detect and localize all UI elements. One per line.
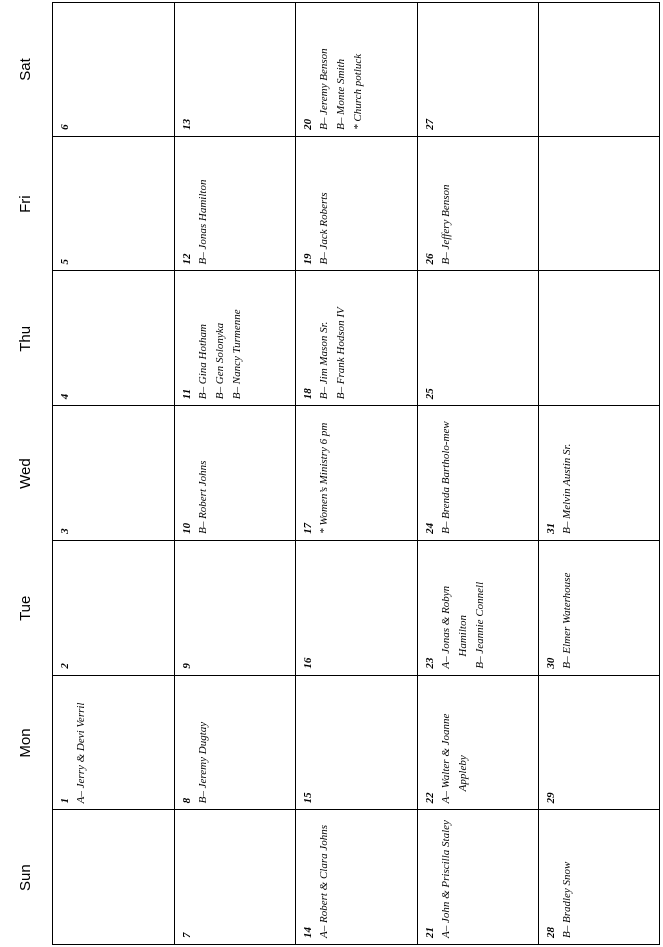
calendar-entry: A– Walter & Joanne Appleby	[439, 713, 469, 804]
day-cell	[53, 406, 174, 540]
day-number: 4	[59, 393, 71, 400]
day-number: 8	[180, 797, 193, 804]
day-cell	[296, 810, 417, 944]
day-number: 10	[180, 522, 193, 534]
day-number: 19	[302, 253, 315, 265]
calendar-entry: B– Jonas Hamilton	[196, 179, 209, 265]
day-number: 20	[302, 118, 315, 130]
calendar-entry: B– Gen Solonyka	[213, 322, 226, 400]
day-cell	[539, 272, 660, 406]
day-number: 9	[180, 663, 193, 669]
day-number: 30	[545, 657, 558, 669]
day-number: 14	[302, 927, 315, 938]
day-cell	[53, 137, 174, 271]
day-number: 18	[302, 388, 315, 400]
calendar-entry: B– Nancy Turmenne	[230, 309, 243, 400]
calendar-entry: B– Robert Johns	[196, 460, 209, 534]
day-cell	[53, 810, 174, 944]
calendar-grid	[52, 2, 660, 945]
day-cell	[418, 676, 539, 810]
weekday-label-thu: Thu	[17, 325, 34, 352]
day-number: 23	[423, 657, 436, 669]
day-number: 15	[302, 792, 315, 804]
day-number: 24	[423, 522, 436, 534]
day-cell	[53, 676, 174, 810]
day-cell	[539, 541, 660, 675]
day-number: 1	[59, 797, 71, 804]
day-cell	[539, 2, 660, 136]
calendar-entry: B– Monte Smith	[335, 58, 348, 130]
day-cell	[418, 272, 539, 406]
day-number: 17	[302, 522, 315, 534]
day-cell	[418, 541, 539, 675]
calendar-entry: A– Jerry & Devi Verril	[75, 702, 87, 804]
day-number: 12	[180, 253, 193, 265]
day-cell	[53, 2, 174, 136]
weekday-label-tue: Tue	[17, 595, 34, 621]
day-number: 31	[545, 522, 558, 534]
calendar-entry: A– John & Priscilla Staley	[439, 820, 452, 938]
day-cell	[296, 676, 417, 810]
day-number: 21	[423, 927, 436, 938]
day-cell	[418, 2, 539, 136]
calendar-entry: B– Gina Hotham	[196, 324, 209, 400]
day-number: 11	[180, 388, 193, 400]
calendar-entry: A– Jonas & Robyn Hamilton	[439, 585, 469, 669]
calendar-entry: A– Robert & Clara Johns	[318, 824, 331, 938]
weekday-label-mon: Mon	[17, 728, 34, 758]
day-number: 13	[180, 118, 193, 130]
day-number: 5	[59, 259, 71, 265]
day-number: 22	[423, 792, 436, 804]
weekday-label-fri: Fri	[17, 195, 34, 213]
day-cell	[296, 541, 417, 675]
calendar-entry: B– Jack Roberts	[318, 192, 331, 265]
day-cell	[175, 137, 296, 271]
day-number: 28	[545, 927, 558, 938]
calendar-entry: B– Bradley Snow	[561, 861, 574, 938]
calendar-entry: * Women’s Ministry 6 pm	[318, 422, 331, 534]
day-cell	[175, 676, 296, 810]
calendar-entry: B– Jim Mason Sr.	[318, 321, 331, 400]
day-cell	[539, 406, 660, 540]
calendar-entry: B– Brenda Bartholo-mew	[439, 421, 452, 534]
weekday-label-wed: Wed	[17, 458, 34, 489]
day-cell	[418, 406, 539, 540]
day-cell	[539, 676, 660, 810]
calendar-entry: B– Melvin Austin Sr.	[561, 443, 574, 534]
calendar-entry: B– Elmer Waterhouse	[561, 572, 574, 669]
day-number: 6	[59, 124, 71, 130]
day-cell	[539, 810, 660, 944]
day-cell	[175, 272, 296, 406]
day-number: 29	[545, 792, 558, 804]
day-number: 27	[423, 118, 436, 130]
day-number: 2	[59, 663, 71, 669]
weekday-label-sun: Sun	[17, 864, 34, 892]
day-number: 3	[59, 528, 71, 534]
day-cell	[53, 272, 174, 406]
day-cell	[175, 406, 296, 540]
day-cell	[418, 137, 539, 271]
day-number: 26	[423, 253, 436, 265]
calendar-entry: B– Jeffery Benson	[439, 184, 452, 265]
day-cell	[418, 810, 539, 944]
calendar-entry: B– Jeremy Dugtay	[196, 721, 209, 804]
calendar-entry: B– Frank Hodson IV	[335, 307, 348, 400]
day-cell	[175, 541, 296, 675]
day-cell	[296, 2, 417, 136]
calendar-entry: B– Jeremy Benson	[318, 48, 331, 130]
day-number: 25	[423, 388, 436, 400]
day-cell	[296, 406, 417, 540]
day-cell	[296, 137, 417, 271]
day-number: 7	[180, 932, 193, 938]
day-cell	[175, 2, 296, 136]
calendar-entry: * Church potluck	[352, 53, 365, 130]
day-cell	[296, 272, 417, 406]
day-cell	[53, 541, 174, 675]
day-number: 16	[302, 657, 315, 669]
calendar-entry: B– Jeannie Connell	[473, 581, 486, 669]
weekday-label-sat: Sat	[17, 58, 34, 81]
day-cell	[175, 810, 296, 944]
day-cell	[539, 137, 660, 271]
